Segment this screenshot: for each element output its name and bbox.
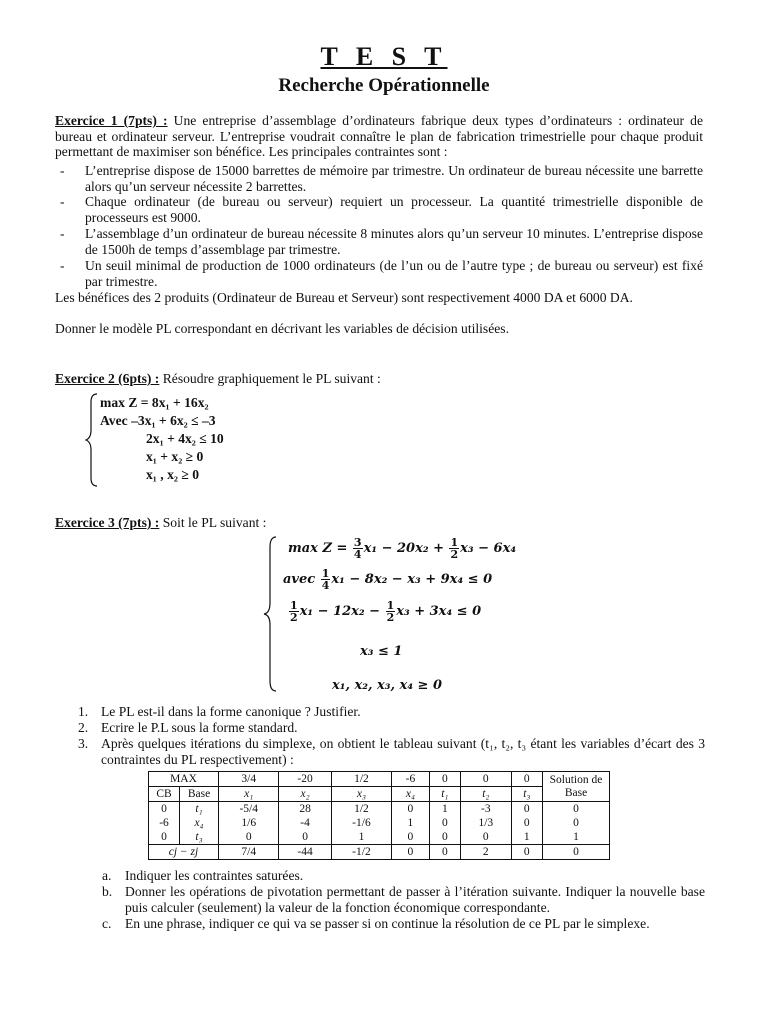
cost-cell: 3/4 [219,772,279,787]
table-cell: 0 [219,830,279,845]
ex3-subquestion-text: Donner les opérations de pivotation permettant de passer à l’itération suivante. Indiquer la nouvelle base puis calculer (seulement) la valeur de la fonction économique correspondante. [125,884,705,915]
ex2-heading: Exercice 2 (6pts) : [55,371,160,386]
ex3-intro [55,515,715,531]
var-header: t₃ [511,787,542,802]
ex1-heading: Exercice 1 (7pts) : [55,113,168,128]
reduced-cost-row [149,845,610,860]
question-number: 2. [78,720,89,735]
table-cell: -3 [461,802,512,817]
bullet-dash: - [60,163,65,178]
ex1-bullet-text: L’entreprise dispose de 15000 barrettes de mémoire par trimestre. Un ordinateur de bureau nécessite une barrette alors qu’un serveur nécessite 2 barrettes. [85,163,703,194]
ex3-subquestion-text: Indiquer les contraintes saturées. [125,868,304,883]
subquestion-letter: c. [102,916,112,931]
ex3-nonneg: x₁, x₂, x₃, x₄ ≥ 0 [332,678,442,693]
ex3-question [78,704,705,720]
ex2-objective: max Z = 8x₁ + 16x₂ [100,395,209,410]
ex1-bullet [60,226,703,257]
ex1-bullet [60,163,703,194]
table-row [149,816,610,830]
tableau-cost-row [149,772,610,787]
ex3-objective: max Z = $\frac{3}{4}$ x₁ − 20x₂ + $\frac{1}{2}$ x₃ − 6x₄ [288,536,517,561]
ex3-question [78,720,705,736]
base-cell: x₄ [180,816,219,830]
solution-cell: 0 [543,816,610,830]
max-label: MAX [149,772,219,787]
question-number: 1. [78,704,89,719]
table-cell: -1/6 [331,816,391,830]
table-cell: 1/6 [219,816,279,830]
cz-cell: 0 [511,845,542,860]
ex3-subquestion [102,916,705,932]
table-cell: 1 [331,830,391,845]
cz-cell: -1/2 [331,845,391,860]
table-cell: 28 [279,802,331,817]
ex3-constraint-1: avec $\frac{1}{4}$ x₁ − 8x₂ − x₃ + 9x₄ ≤ 0 [283,567,493,592]
table-cell: 0 [279,830,331,845]
ex1-bullet-text: Chaque ordinateur (de bureau ou serveur) requiert un processeur. La quantité trimestrielle disponible de processeurs est 9000. [85,194,703,225]
solution-header: Solution de Base [543,772,610,802]
cost-cell: -6 [392,772,429,787]
ex1-benefits: Les bénéfices des 2 produits (Ordinateur de Bureau et Serveur) sont respectivement 4000 DA et 6000 DA. [55,290,633,305]
table-cell: 0 [429,816,460,830]
cz-cell: -44 [279,845,331,860]
ex3-question-text: Le PL est-il dans la forme canonique ? Justifier. [101,704,361,719]
ex3-question [78,736,705,768]
ex2-constraint: x₁ , x₂ ≥ 0 [146,467,199,482]
table-cell: 0 [392,830,429,845]
cb-cell: 0 [149,802,180,817]
ex3-constraint-2: $\frac{1}{2}$ x₁ − 12x₂ − $\frac{1}{2}$ x₃ + 3x₄ ≤ 0 [290,599,482,624]
bullet-dash: - [60,226,65,241]
var-header: t₂ [461,787,512,802]
simplex-tableau [148,771,610,860]
ex3-question-text: Ecrire le P.L sous la forme standard. [101,720,298,735]
table-cell: 0 [429,830,460,845]
ex2-constraint: Avec –3x₁ + 6x₂ ≤ –3 [100,413,216,428]
var-header: x₁ [219,787,279,802]
tableau-header-row [149,787,610,802]
ex1-intro [55,113,703,160]
base-cell: t₃ [180,830,219,845]
cz-solution-cell: 0 [543,845,610,860]
ex2-intro [55,371,715,387]
question-number: 3. [78,736,89,751]
cost-cell: -20 [279,772,331,787]
table-cell: 0 [511,816,542,830]
cz-cell: 0 [429,845,460,860]
table-row [149,830,610,845]
ex3-heading: Exercice 3 (7pts) : [55,515,160,530]
ex3-subquestion [102,868,705,884]
base-header: Base [180,787,219,802]
bullet-dash: - [60,194,65,209]
ex3-question-text: Après quelques itérations du simplexe, on obtient le tableau suivant (t₁, t₂, t₃ étant les variables d’écart des 3 contraintes du PL respectivement) : [101,736,705,767]
ex1-bullet-text: Un seuil minimal de production de 1000 ordinateurs (de l’un ou de l’autre type ; de bureau ou serveur) est fixé par trimestre. [85,258,703,289]
table-cell: 0 [392,802,429,817]
cb-header: CB [149,787,180,802]
ex2-intro-text: Résoudre graphiquement le PL suivant : [162,371,381,386]
cz-label: cj − zj [149,845,219,860]
ex1-intro-text: Une entreprise d’assemblage d’ordinateurs fabrique deux types d’ordinateurs : ordinateur de bureau et ordinateur serveur. L’entreprise voudrait connaître le plan de fabrication trimestrielle pour chaque produit permettant de maximiser son bénéfice. Les principales contraintes sont : [55,113,703,160]
cost-cell: 0 [429,772,460,787]
cost-cell: 0 [461,772,512,787]
ex3-intro-text: Soit le PL suivant : [162,515,267,530]
base-cell: t₁ [180,802,219,817]
ex3-subquestion-text: En une phrase, indiquer ce qui va se passer si on continue la résolution de ce PL par le simplexe. [125,916,650,931]
cz-cell: 2 [461,845,512,860]
cb-cell: 0 [149,830,180,845]
table-cell: 0 [461,830,512,845]
ex2-constraint: x₁ + x₂ ≥ 0 [146,449,204,464]
ex1-bullet [60,258,703,289]
table-row [149,802,610,817]
ex2-brace [85,392,99,488]
cost-cell: 1/2 [331,772,391,787]
subquestion-letter: a. [102,868,112,883]
ex1-question: Donner le modèle PL correspondant en décrivant les variables de décision utilisées. [55,321,509,336]
table-cell: 1/2 [331,802,391,817]
page-subtitle: Recherche Opérationnelle [278,75,490,96]
cost-cell: 0 [511,772,542,787]
var-header: x₃ [331,787,391,802]
table-cell: 0 [511,802,542,817]
ex2-constraint: 2x₁ + 4x₂ ≤ 10 [146,431,224,446]
table-cell: 1 [392,816,429,830]
table-cell: 1 [511,830,542,845]
bullet-dash: - [60,258,65,273]
solution-cell: 1 [543,830,610,845]
ex3-brace [262,535,278,693]
ex1-bullet [60,194,703,225]
solution-cell: 0 [543,802,610,817]
subquestion-letter: b. [102,884,113,899]
var-header: x₂ [279,787,331,802]
table-cell: -5/4 [219,802,279,817]
table-cell: 1 [429,802,460,817]
ex3-subquestion [102,884,705,916]
cz-cell: 7/4 [219,845,279,860]
table-cell: 1/3 [461,816,512,830]
page-title: T E S T [320,42,448,71]
ex1-bullet-text: L’assemblage d’un ordinateur de bureau nécessite 8 minutes alors qu’un serveur 10 minutes. L’entreprise dispose de 1500h de temps d’assemblage par trimestre. [85,226,703,257]
var-header: x₄ [392,787,429,802]
table-cell: -4 [279,816,331,830]
ex3-constraint-3: x₃ ≤ 1 [360,644,403,659]
var-header: t₁ [429,787,460,802]
cb-cell: -6 [149,816,180,830]
cz-cell: 0 [392,845,429,860]
